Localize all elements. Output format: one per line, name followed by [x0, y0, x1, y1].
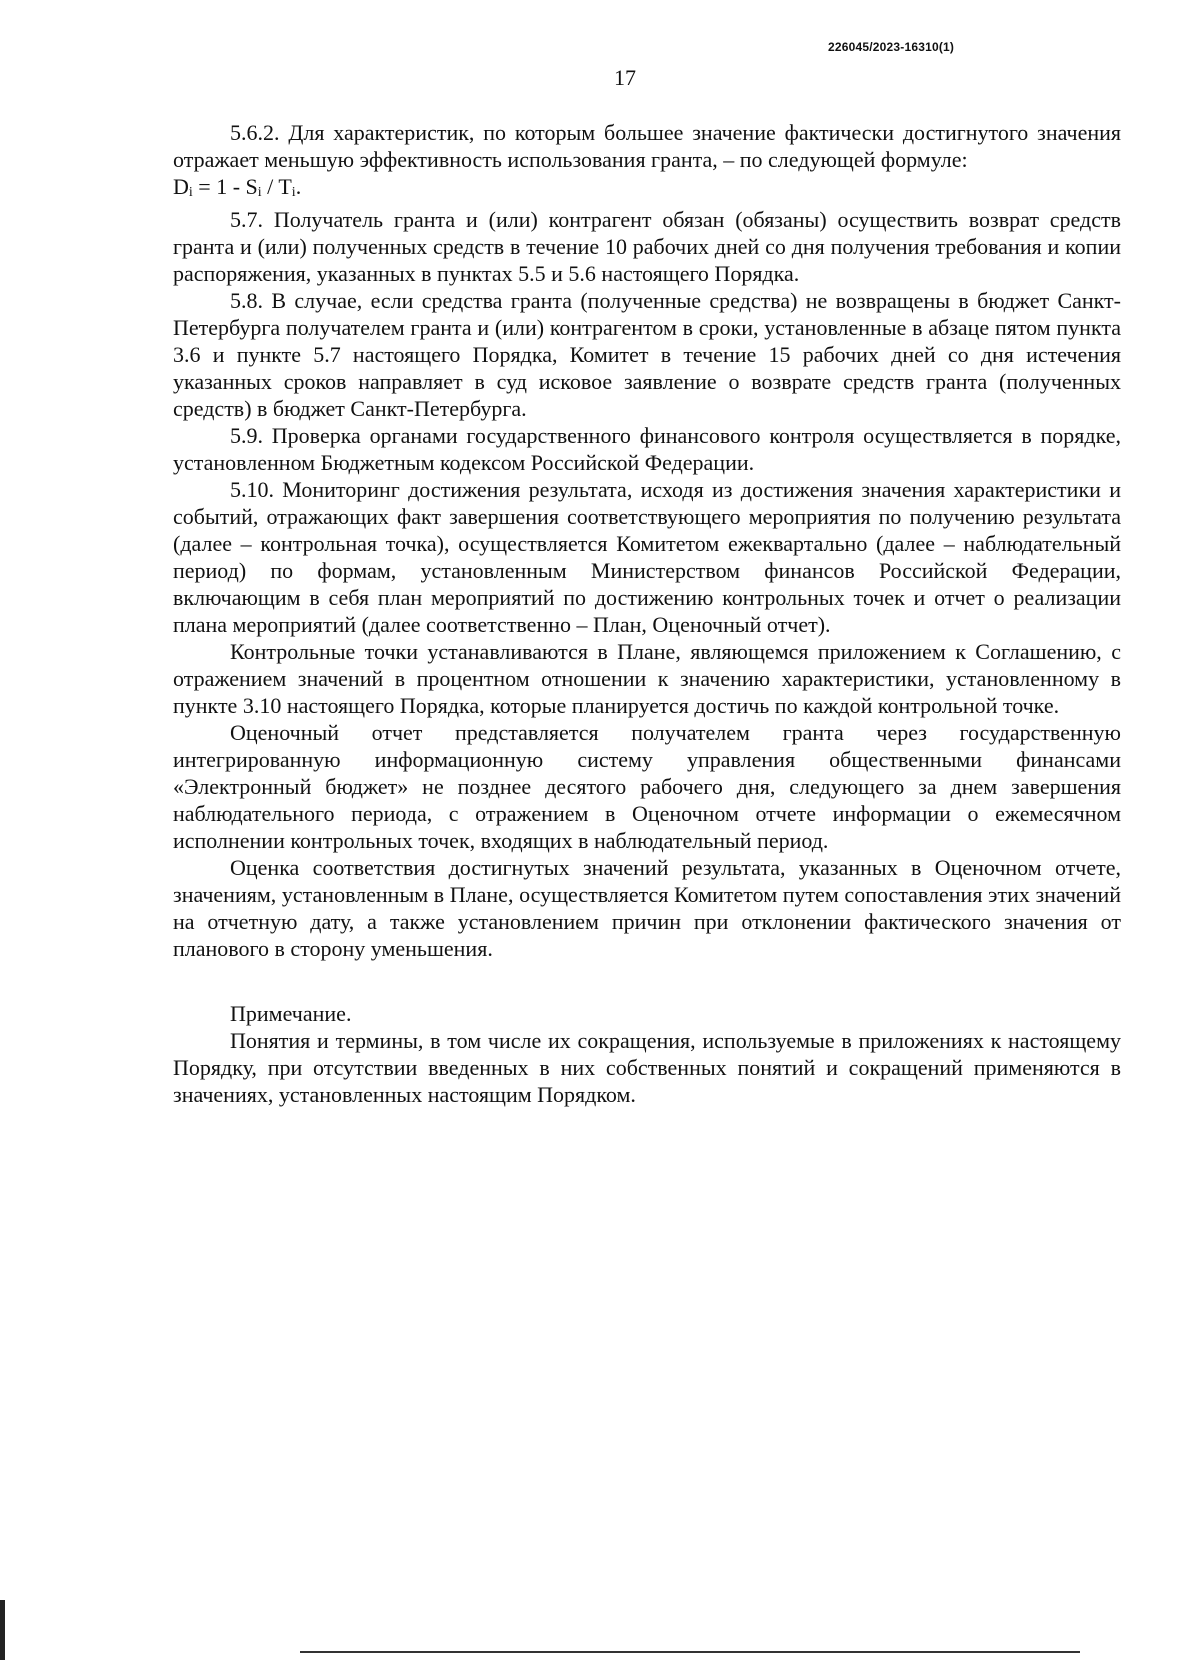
paragraph-5-10: 5.10. Мониторинг достижения результата, исходя из достижения значения характеристики и событий, отражающих факт завершения соответствующего мероприятия по получению результата (далее – контрольная точка), осуществляется Комитетом ежеквартально (далее – наблюдательный период) по формам, установленным Министерством финансов Российской Федерации, включающим в себя план мероприятий по достижению контрольных точек и отчет о реализации плана мероприятий (далее соответственно – План, Оценочный отчет). [173, 477, 1121, 637]
paragraph-5-7: 5.7. Получатель гранта и (или) контрагент обязан (обязаны) осуществить возврат средств гранта и (или) полученных средств в течение 10 рабочих дней со дня получения требования и копии распоряжения, указанных в пунктах 5.5 и 5.6 настоящего Порядка. [173, 207, 1121, 286]
scan-edge-left [0, 1600, 5, 1660]
formula [173, 173, 1121, 206]
paragraph-evaluation-report: Оценочный отчет представляется получателем гранта через государственную интегрированную информационную систему управления общественными финансами «Электронный бюджет» не позднее десятого рабочего дня, следующего за днем завершения наблюдательного периода, с отражением в Оценочном отчете информации о ежемесячном исполнении контрольных точек, входящих в наблюдательный период. [173, 720, 1121, 853]
formula-d: D [173, 174, 189, 199]
paragraph-5-9: 5.9. Проверка органами государственного финансового контроля осуществляется в порядке, установленном Бюджетным кодексом Российской Федерации. [173, 423, 1121, 475]
paragraph-control-points: Контрольные точки устанавливаются в Плане, являющемся приложением к Соглашению, с отражением значений в процентном отношении к значению характеристики, установленному в пункте 3.10 настоящего Порядка, которые планируется достичь по каждой контрольной точке. [173, 639, 1121, 718]
formula-part: = 1 - S [192, 174, 258, 199]
document-body [173, 119, 1121, 1108]
paragraph-5-6-2: 5.6.2. Для характеристик, по которым большее значение фактически достигнутого значения отражает меньшую эффективность использования гранта, – по следующей формуле: [173, 120, 1121, 172]
formula-sub: i [291, 185, 296, 200]
formula-sub: i [257, 185, 262, 200]
scan-edge-bottom [300, 1651, 1080, 1653]
formula-part: / T [261, 174, 292, 199]
paragraph-5-8: 5.8. В случае, если средства гранта (полученные средства) не возвращены в бюджет Санкт-Петербурга получателем гранта и (или) контрагентом в сроки, установленные в абзаце пятом пункта 3.6 и пункте 5.7 настоящего Порядка, Комитет в течение 15 рабочих дней со дня истечения указанных сроков направляет в суд исковое заявление о возврате средств гранта (полученных средств) в бюджет Санкт-Петербурга. [173, 288, 1121, 421]
paragraph-assessment: Оценка соответствия достигнутых значений результата, указанных в Оценочном отчете, значениям, установленным в Плане, осуществляется Комитетом путем сопоставления этих значений на отчетную дату, а также установлением причин при отклонении фактического значения от планового в сторону уменьшения. [173, 855, 1121, 961]
note-title: Примечание. [230, 1001, 352, 1026]
formula-end: . [295, 174, 302, 199]
document-id: 226045/2023-16310(1) [828, 40, 955, 54]
page-number: 17 [614, 65, 636, 90]
note-text: Понятия и термины, в том числе их сокращения, используемые в приложениях к настоящему Порядку, при отсутствии введенных в них собственных понятий и сокращений применяются в значениях, установленных настоящим Порядком. [173, 1028, 1121, 1107]
formula-sub: i [188, 185, 193, 200]
